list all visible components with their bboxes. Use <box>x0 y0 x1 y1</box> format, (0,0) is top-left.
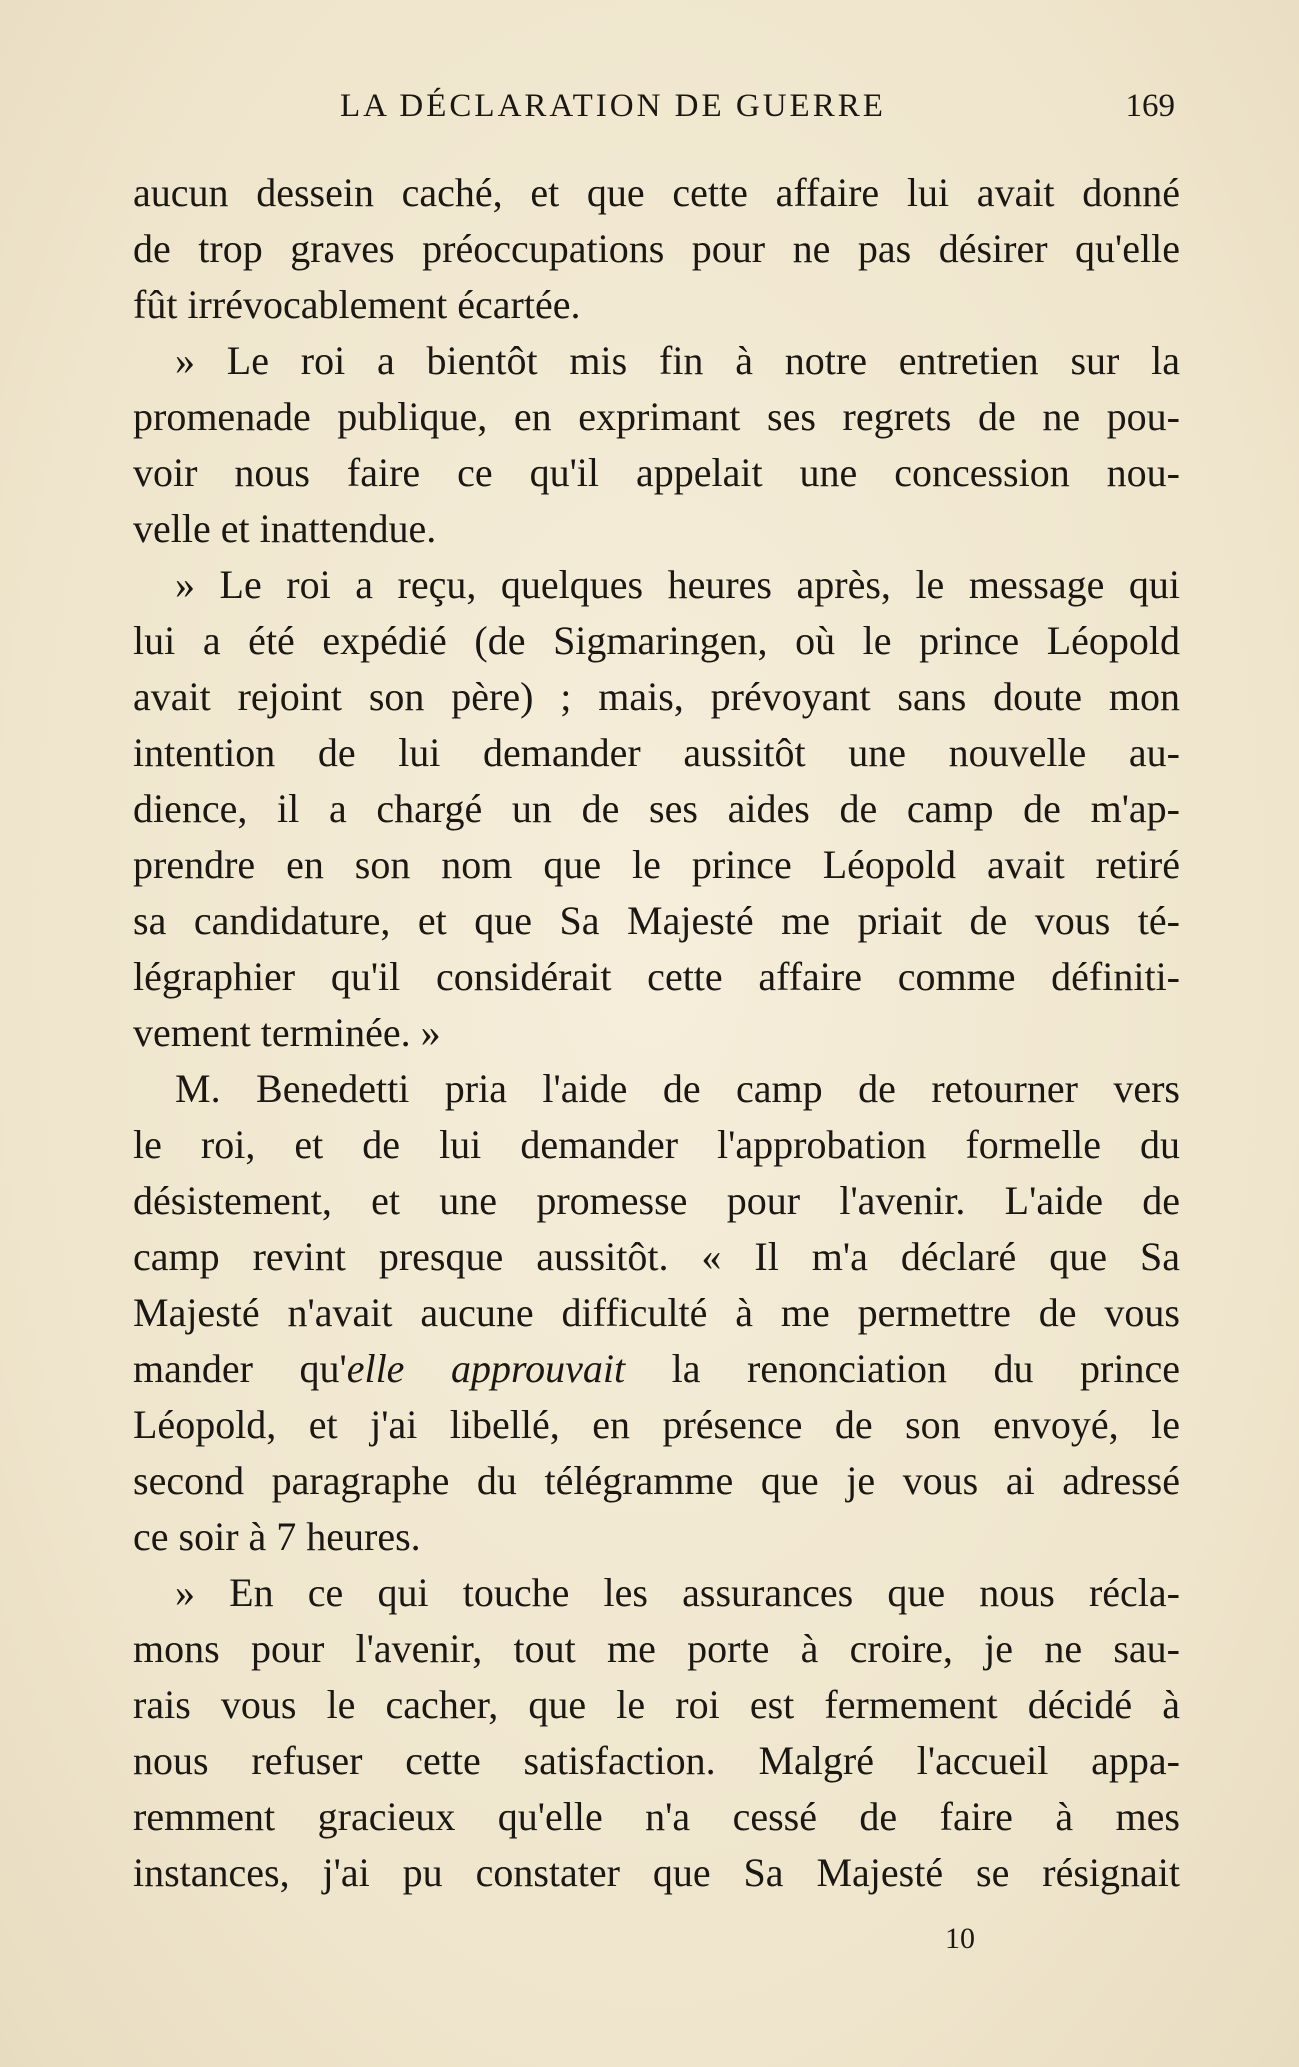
signature-mark: 10 <box>945 1922 975 1955</box>
text-line: le roi, et de lui demander l'approbation formelle du <box>133 1122 1180 1167</box>
italic-segment: elle approuvait <box>346 1346 626 1391</box>
text-line-mixed <box>133 1341 1180 1397</box>
text-line: voir nous faire ce qu'il appelait une concession nou- <box>133 450 1180 495</box>
text-line: velle et inattendue. <box>133 506 437 551</box>
text-line: » En ce qui touche les assurances que nous récla- <box>175 1570 1180 1615</box>
text-line: intention de lui demander aussitôt une nouvelle au- <box>133 730 1180 775</box>
text-line: ce soir à 7 heures. <box>133 1514 421 1559</box>
text-segment: mander qu' <box>133 1346 347 1391</box>
text-line: vement terminée. » <box>133 1010 441 1055</box>
page-header <box>135 88 1175 138</box>
text-line: » Le roi a bientôt mis fin à notre entretien sur la <box>175 338 1180 383</box>
text-line: de trop graves préoccupations pour ne pas désirer qu'elle <box>133 226 1180 271</box>
text-line: désistement, et une promesse pour l'avenir. L'aide de <box>133 1178 1180 1223</box>
text-line: lui a été expédié (de Sigmaringen, où le prince Léopold <box>133 618 1180 663</box>
body-text <box>133 165 1180 1901</box>
text-line: Léopold, et j'ai libellé, en présence de son envoyé, le <box>133 1402 1180 1447</box>
text-line: promenade publique, en exprimant ses regrets de ne pou- <box>133 394 1180 439</box>
text-segment: la renonciation du prince <box>625 1346 1180 1391</box>
text-line: rais vous le cacher, que le roi est fermement décidé à <box>133 1682 1180 1727</box>
text-line: M. Benedetti pria l'aide de camp de retourner vers <box>175 1066 1180 1111</box>
text-line: remment gracieux qu'elle n'a cessé de faire à mes <box>133 1794 1180 1839</box>
text-line: légraphier qu'il considérait cette affaire comme définiti- <box>133 954 1180 999</box>
page-number: 169 <box>1125 88 1175 124</box>
text-line: dience, il a chargé un de ses aides de camp de m'ap- <box>133 786 1180 831</box>
running-title: LA DÉCLARATION DE GUERRE <box>340 88 886 124</box>
text-line: nous refuser cette satisfaction. Malgré l'accueil appa- <box>133 1738 1180 1783</box>
text-line: mons pour l'avenir, tout me porte à croire, je ne sau- <box>133 1626 1180 1671</box>
text-line: Majesté n'avait aucune difficulté à me permettre de vous <box>133 1290 1180 1335</box>
text-line: » Le roi a reçu, quelques heures après, le message qui <box>175 562 1180 607</box>
text-line: instances, j'ai pu constater que Sa Majesté se résignait <box>133 1850 1180 1895</box>
text-line: avait rejoint son père) ; mais, prévoyant sans doute mon <box>133 674 1180 719</box>
text-line: prendre en son nom que le prince Léopold avait retiré <box>133 842 1180 887</box>
text-line: camp revint presque aussitôt. « Il m'a déclaré que Sa <box>133 1234 1180 1279</box>
text-line: sa candidature, et que Sa Majesté me priait de vous té- <box>133 898 1180 943</box>
text-line: fût irrévocablement écartée. <box>133 282 581 327</box>
text-line: aucun dessein caché, et que cette affaire lui avait donné <box>133 170 1180 215</box>
text-line: second paragraphe du télégramme que je vous ai adressé <box>133 1458 1180 1503</box>
